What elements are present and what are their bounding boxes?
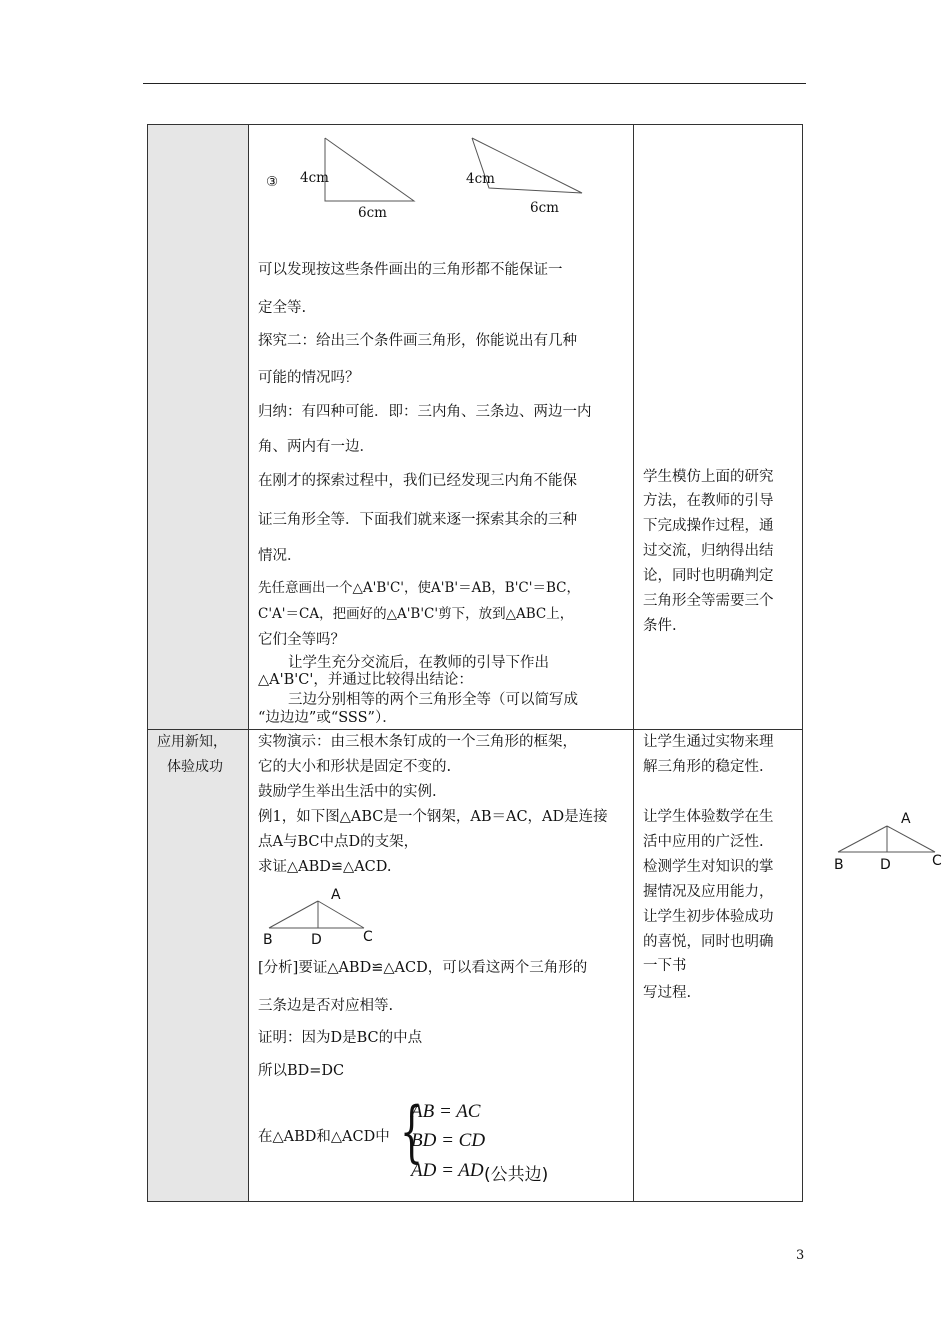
margin-label-a: A: [901, 811, 911, 827]
page-number: 3: [796, 1248, 805, 1263]
example-line: 例1，如下图△ABC是一个钢架，AB＝AC，AD是连接: [258, 809, 608, 825]
note-line: 条件.: [643, 618, 677, 634]
equation-ab-ac: AB = AC: [411, 1101, 481, 1122]
content-line: C'A'＝CA，把画好的△A'B'C'剪下，放到△ABC上，: [258, 606, 574, 622]
note-line: 写过程.: [643, 985, 692, 1001]
note-line: 方法，在教师的引导: [643, 493, 774, 509]
content-line: 在刚才的探索过程中，我们已经发现三内角不能保: [258, 473, 577, 489]
stage-label: 应用新知，: [157, 734, 227, 750]
label-6cm-left: 6cm: [358, 205, 387, 221]
example-line: 点A与BC中点D的支架，: [258, 834, 419, 850]
label-6cm-right: 6cm: [530, 200, 559, 216]
note-line: 论，同时也明确判定: [643, 568, 774, 584]
conclusion-line: 三边分别相等的两个三角形全等（可以简写成: [288, 692, 578, 708]
note-line: 三角形全等需要三个: [643, 593, 774, 609]
content-line: 探究二：给出三个条件画三角形，你能说出有几种: [258, 333, 577, 349]
content-line: 定全等.: [258, 300, 307, 316]
note-line: 让学生初步体验成功: [643, 909, 774, 925]
margin-label-d: D: [880, 857, 891, 873]
figure-number: ③: [266, 174, 279, 190]
proof-line: 在△ABD和△ACD中: [258, 1129, 390, 1145]
label-4cm-left: 4cm: [300, 170, 329, 186]
note-line: 的喜悦，同时也明确: [643, 934, 774, 950]
analysis-line: [分析]要证△ABD≌△ACD，可以看这两个三角形的: [258, 960, 588, 976]
content-line: 它们全等吗？: [258, 632, 345, 648]
equation-ad-ad: AD = AD: [411, 1160, 484, 1181]
note-line: 活中应用的广泛性.: [643, 834, 764, 850]
conclusion-line: “边边边”或“SSS”）．: [258, 710, 397, 726]
proof-line: 证明：因为D是BC的中点: [258, 1030, 423, 1046]
content-line: 实物演示：由三根木条钉成的一个三角形的框架，: [258, 734, 577, 750]
example-side-ac: [318, 901, 364, 928]
content-line: 先任意画出一个△A'B'C'，使A'B'＝AB，B'C'＝BC，: [258, 580, 580, 596]
note-line: 握情况及应用能力，: [643, 884, 774, 900]
example-line: 求证△ABD≌△ACD.: [258, 859, 392, 875]
equation-note: (公共边): [484, 1165, 549, 1185]
equation-bd-cd: BD = CD: [411, 1130, 486, 1151]
content-line: 鼓励学生举出生活中的实例.: [258, 784, 437, 800]
content-line: 情况．: [258, 548, 302, 564]
label-b: B: [263, 932, 273, 948]
content-line: 它的大小和形状是固定不变的.: [258, 759, 452, 775]
note-line: 过交流，归纳得出结: [643, 543, 774, 559]
margin-label-b: B: [834, 857, 844, 873]
example-side-ab: [269, 901, 318, 928]
label-4cm-right: 4cm: [466, 171, 495, 187]
content-line: 角、两内有一边．: [258, 439, 374, 455]
note-line: 一下书: [643, 958, 687, 974]
proof-line: 所以BD=DC: [258, 1063, 345, 1079]
note-line: 检测学生对知识的掌: [643, 859, 774, 875]
label-d: D: [311, 932, 322, 948]
content-line: △A'B'C'，并通过比较得出结论：: [258, 672, 473, 688]
content-line: 可能的情况吗？: [258, 370, 360, 386]
content-line: 归纳：有四种可能．即：三内角、三条边、两边一内: [258, 404, 592, 420]
label-a: A: [331, 887, 341, 903]
stage-label: 体验成功: [167, 759, 223, 775]
content-line: 让学生充分交流后，在教师的引导下作出: [288, 655, 549, 671]
analysis-line: 三条边是否对应相等.: [258, 998, 394, 1014]
margin-label-c: C: [932, 853, 942, 869]
right-triangle: [325, 138, 414, 201]
label-c: C: [363, 929, 373, 945]
content-line: 证三角形全等．下面我们就来逐一探索其余的三种: [258, 512, 577, 528]
content-line: 可以发现按这些条件画出的三角形都不能保证一: [258, 262, 563, 278]
brace-symbol: {: [400, 1093, 424, 1170]
note-line: 下完成操作过程，通: [643, 518, 774, 534]
note-line: 解三角形的稳定性.: [643, 759, 764, 775]
note-line: 让学生通过实物来理: [643, 734, 774, 750]
note-line: 让学生体验数学在生: [643, 809, 774, 825]
note-line: 学生模仿上面的研究: [643, 469, 774, 485]
